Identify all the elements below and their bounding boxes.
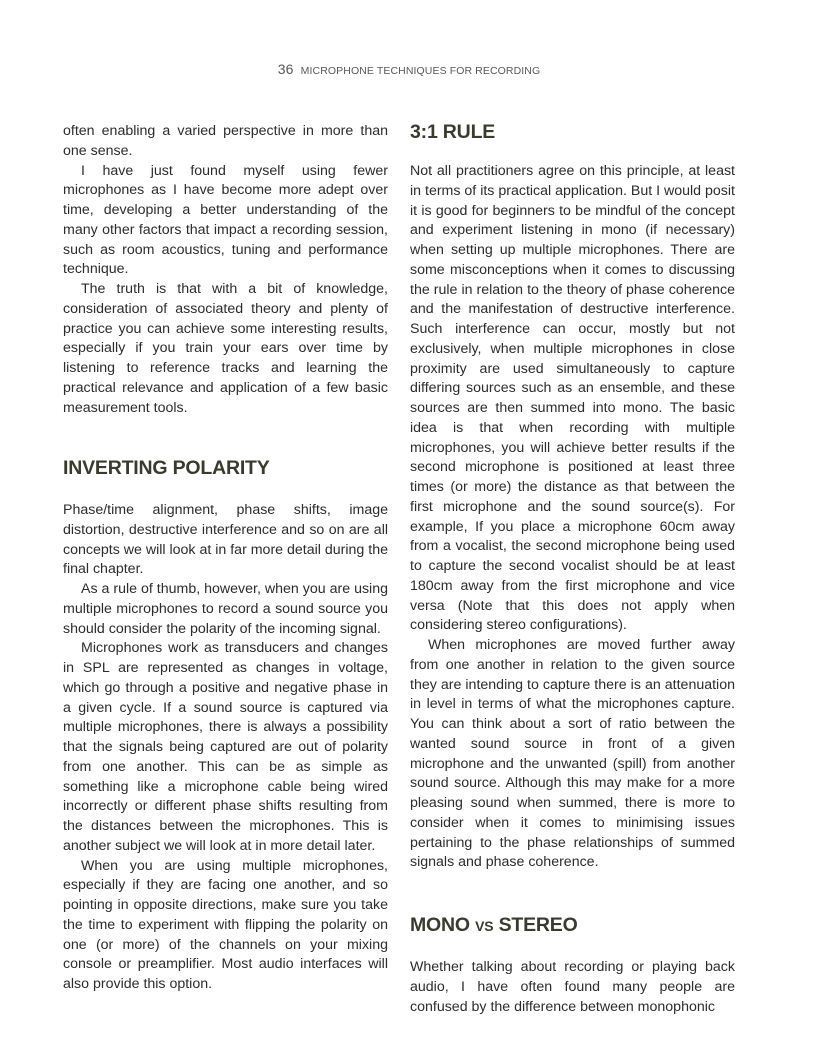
mono-vs-stereo-text [410,958,735,1017]
paragraph: Phase/time alignment, phase shifts, image distortion, destructive interference and so on are all concepts we will look at in far more detail during the final chapter. [63,502,388,578]
section-heading-container [410,914,735,937]
paragraph: When microphones are moved further away from one another in relation to the given source they are intending to capture there is an attenuation in level in terms of what the microphones capture. You can think about a sort of ratio between the wanted sound source in front of a given microphone and the unwanted (spill) from another sound source. Although this may make for a more pleasing sound when summed, there is more to consider when it comes to minimising issues pertaining to the phase relationships of summed signals and phase coherence. [410,637,735,871]
paragraph: I have just found myself using fewer microphones as I have become more adept over time, developing a better understanding of the many other factors that impact a recording session, such as room acoustics, tuning and performance technique. [63,162,388,278]
left-intro-text [63,122,388,418]
section-heading-inverting-polarity: INVERTING POLARITY [63,457,270,479]
book-title: MICROPHONE TECHNIQUES FOR RECORDING [300,65,541,77]
inverting-polarity-text [63,501,388,995]
heading-vs: VS [475,918,494,934]
paragraph: When you are using multiple microphones, especially if they are facing one another, and so pointing in opposite directions, make sure you take the time to experiment with flipping the polarity on one (or more) of the channels on your mixing console or preamplifier. Most audio interfaces will also provide this option. [63,857,388,992]
heading-part: MONO [410,914,476,936]
paragraph: Not all practitioners agree on this principle, at least in terms of its practical application. But I would posit it is good for beginners to be mindful of the concept and experiment listening in mono (if necessary) when setting up multiple microphones. There are some misconceptions when it comes to discussing the rule in relation to the theory of phase coherence and the manifestation of destructive interference. Such interference can occur, mostly but not exclusively, when multiple microphones in close proximity are used simultaneously to capture differing sources such as an ensemble, and these sources are then summed into mono. The basic idea is that when recording with multiple microphones, you will achieve better results if the second microphone is positioned at least three times (or more) the distance as that between the first microphone and the sound source(s). For example, If you place a microphone 60cm away from a vocalist, the second microphone being used to capture the second vocalist should be at least 180cm away from the first microphone and vice versa (Note that this does not apply when considering stereo configurations). [410,163,735,634]
section-heading-mono-vs-stereo [410,914,735,937]
heading-part: STEREO [493,914,578,936]
paragraph: Microphones work as transducers and changes in SPL are represented as changes in voltage, which go through a positive and negative phase in a given cycle. If a sound source is captured via multiple microphones, there is always a possibility that the signals being captured are out of polarity from one another. This can be as simple as something like a microphone cable being wired incorrectly or different phase shifts resulting from the distances between the microphones. This is another subject we will look at in more detail later. [63,640,388,854]
paragraph: The truth is that with a bit of knowledge, consideration of associated theory and plenty of practice you can achieve some interesting results, especially if you train your ears over time by listening to reference tracks and learning the practical relevance and application of a few basic measurement tools. [63,281,388,416]
paragraph: often enabling a varied perspective in more than one sense. [63,123,388,159]
three-one-rule-text [410,162,735,873]
paragraph: Whether talking about recording or playing back audio, I have often found many people are confused by the difference between monophonic [410,959,735,1015]
section-heading-3-1-rule: 3:1 RULE [410,121,496,143]
running-header [0,61,818,77]
section-heading-container [410,121,735,144]
page-number: 36 [277,61,294,77]
paragraph: As a rule of thumb, however, when you are using multiple microphones to record a sound source you should consider the polarity of the incoming signal. [63,581,388,637]
section-heading-container [63,457,388,480]
